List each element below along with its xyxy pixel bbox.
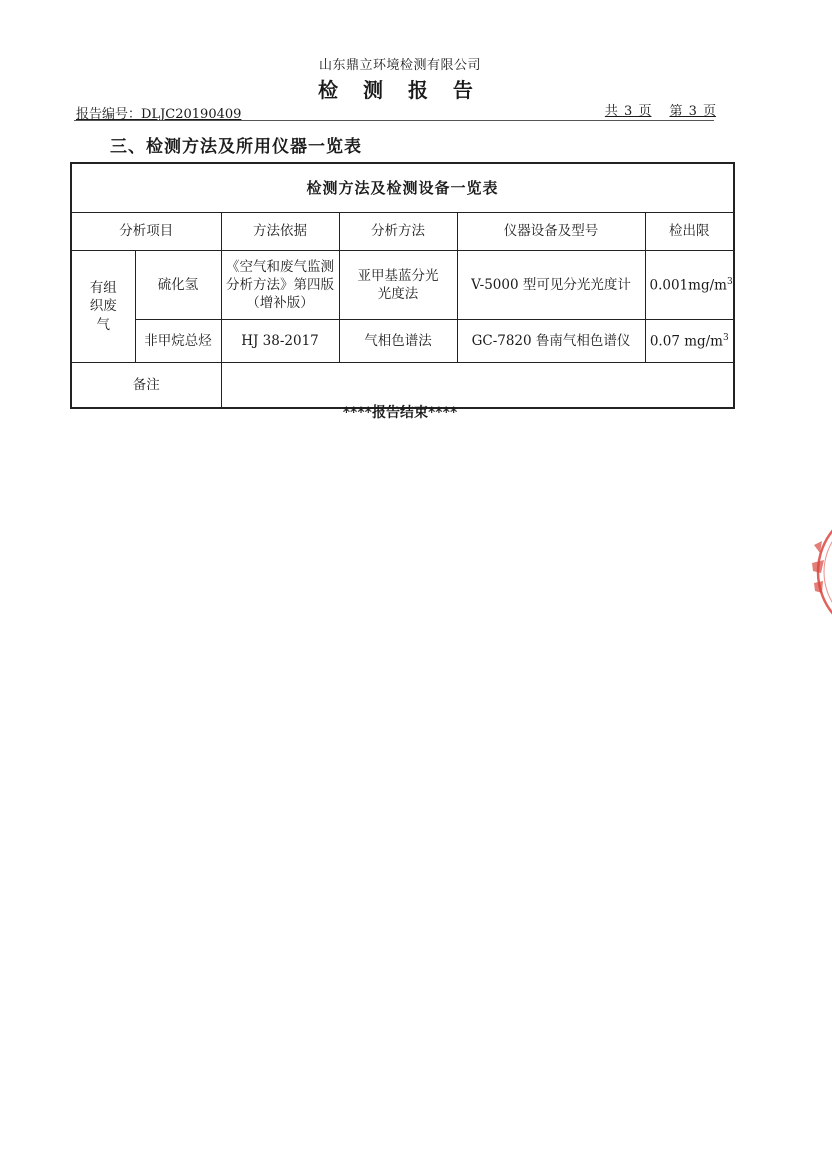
method-basis: HJ 38-2017 xyxy=(221,320,339,363)
column-header: 方法依据 xyxy=(221,213,339,251)
company-name: 山东鼎立环境检测有限公司 xyxy=(318,58,481,73)
page-info xyxy=(605,100,716,119)
instrument: V-5000 型可见分光光度计 xyxy=(457,251,645,320)
analysis-item: 非甲烷总烃 xyxy=(135,320,221,363)
column-header: 分析项目 xyxy=(71,213,221,251)
total-pages: 共 3 页 xyxy=(604,104,652,119)
detection-limit xyxy=(645,320,734,363)
note-label: 备注 xyxy=(71,363,221,409)
seal-stamp xyxy=(806,505,832,640)
table-row xyxy=(71,320,734,363)
column-header: 仪器设备及型号 xyxy=(457,213,645,251)
method-basis: 《空气和废气监测分析方法》第四版（增补版） xyxy=(221,251,339,320)
table-row xyxy=(71,251,734,320)
analysis-item: 硫化氢 xyxy=(135,251,221,320)
table-header-row xyxy=(71,213,734,251)
detection-limit xyxy=(645,251,734,320)
header-divider xyxy=(74,120,714,121)
column-header: 分析方法 xyxy=(339,213,457,251)
analysis-method: 气相色谱法 xyxy=(339,320,457,363)
detection-limit-value: 0.001mg/m xyxy=(649,277,727,294)
detection-limit-value: 0.07 mg/m xyxy=(649,333,723,350)
report-number-label: 报告编号： xyxy=(76,107,142,122)
instrument: GC-7820 鲁南气相色谱仪 xyxy=(457,320,645,363)
seal-icon xyxy=(806,505,832,640)
report-title: 检 测 报 告 xyxy=(318,78,482,102)
detection-limit-exponent: 3 xyxy=(723,332,729,343)
table-caption: 检测方法及检测设备一览表 xyxy=(71,163,734,213)
analysis-method: 亚甲基蓝分光光度法 xyxy=(339,251,457,320)
group-label: 有组织废气 xyxy=(71,251,135,363)
current-page: 第 3 页 xyxy=(669,104,716,119)
detection-limit-exponent: 3 xyxy=(726,276,733,287)
section-heading: 三、检测方法及所用仪器一览表 xyxy=(110,137,362,157)
column-header: 检出限 xyxy=(645,213,734,251)
report-number-value: DLJC20190409 xyxy=(141,107,242,122)
methods-table xyxy=(70,162,735,409)
report-end-mark: ****报告结束**** xyxy=(342,405,458,421)
